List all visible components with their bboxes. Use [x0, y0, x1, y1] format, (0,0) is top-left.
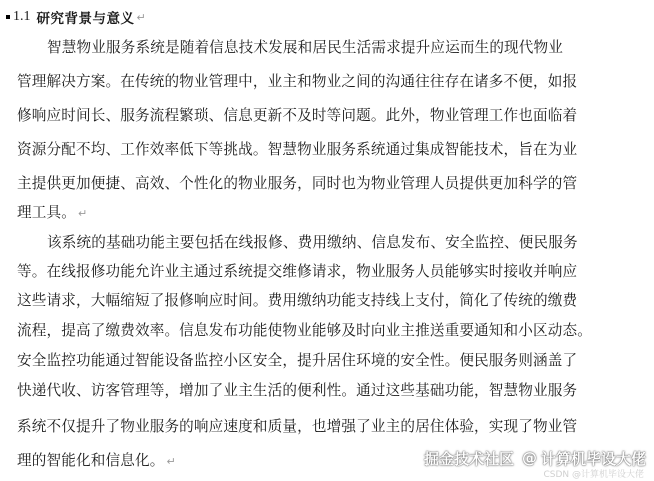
- text-line: 智慧物业服务系统是随着信息技术发展和居民生活需求提升应运而生的现代物业: [47, 39, 564, 56]
- text-line: 理的智能化和信息化。: [17, 452, 165, 469]
- watermark-author: 计算机毕设大佬: [540, 449, 646, 468]
- text-line: 修响应时间长、服务流程繁琐、信息更新不及时等问题。此外，物业管理工作也面临着: [17, 107, 578, 124]
- watermark-site: 掘金技术社区: [423, 449, 514, 468]
- text-line: 理工具。: [17, 204, 76, 221]
- heading-bullet-icon: [6, 15, 10, 19]
- csdn-watermark: CSDN @计算机毕设大佬: [543, 470, 644, 480]
- text-line: 安全监控功能通过智能设备监控小区安全，提升居住环境的安全性。便民服务则涵盖了: [17, 352, 578, 369]
- paragraph-mark-icon: ↵: [136, 10, 146, 24]
- text-line: 这些请求，大幅缩短了报修响应时间。费用缴纳功能支持线上支付，简化了传统的缴费: [17, 292, 578, 309]
- section-number: 1.1: [13, 9, 31, 24]
- text-line: 该系统的基础功能主要包括在线报修、费用缴纳、信息发布、安全监控、便民服务: [47, 234, 578, 251]
- text-line: 管理解决方案。在传统的物业管理中，业主和物业之间的沟通往往存在诸多不便，如报: [17, 73, 578, 90]
- paragraph-mark-icon: ↵: [166, 455, 176, 468]
- text-line: 快递代收、访客管理等，增加了业主生活的便利性。通过这些基础功能，智慧物业服务: [17, 382, 578, 399]
- text-line: 系统不仅提升了物业服务的响应速度和质量，也增强了业主的居住体验，实现了物业管: [17, 418, 578, 435]
- text-line: 资源分配不均、工作效率低下等挑战。智慧物业服务系统通过集成智能技术，旨在为业: [17, 141, 578, 158]
- watermark-at: @: [521, 449, 537, 467]
- text-line: 等。在线报修功能允许业主通过系统提交维修请求，物业服务人员能够实时接收并响应: [17, 263, 578, 280]
- section-heading: [6, 6, 146, 28]
- paragraph-mark-icon: ↵: [77, 207, 88, 220]
- text-line: 流程，提高了缴费效率。信息发布功能使物业能够及时向业主推送重要通知和小区动态。: [17, 322, 593, 339]
- text-line: 主提供更加便捷、高效、个性化的物业服务，同时也为物业管理人员提供更加科学的管: [17, 175, 578, 192]
- section-title: 研究背景与意义: [36, 11, 135, 27]
